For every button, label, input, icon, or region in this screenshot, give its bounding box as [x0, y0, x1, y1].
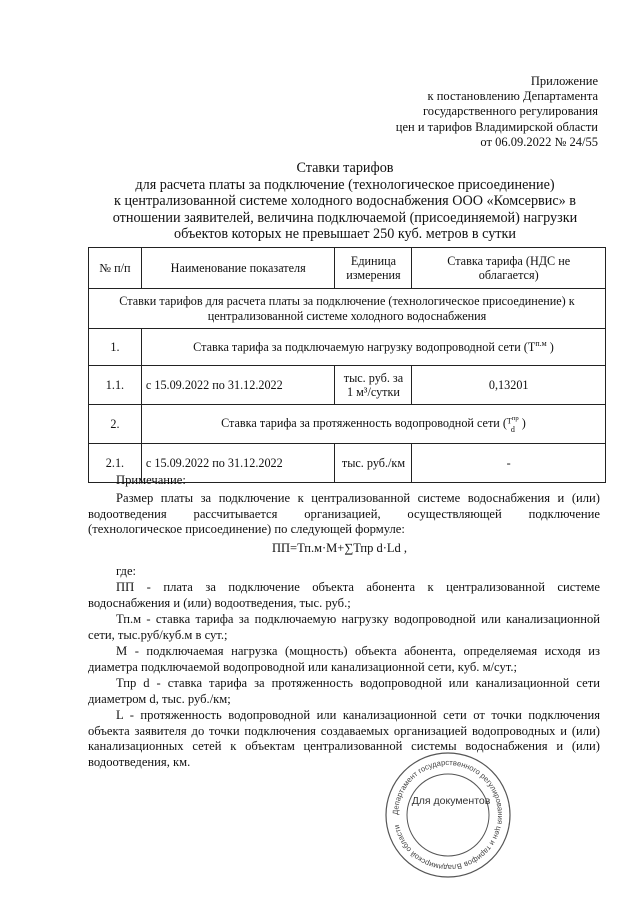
note-intro: Размер платы за подключение к централизованной системе водоснабжения и (или) водоотведения рассчитывается организацией, осуществляющей подключение (технологическое присоединение) по следующей формуле:: [88, 491, 600, 537]
title-line: отношении заявителей, величина подключаемой (присоединяемой) нагрузки: [112, 209, 578, 226]
header-cell-name: Наименование показателя: [141, 248, 335, 289]
header-cell-rate: Ставка тарифа (НДС не облагается): [412, 248, 606, 289]
header-cell-unit: Единица измерения: [335, 248, 412, 289]
definition-item: М - подключаемая нагрузка (мощность) объекта абонента, определяемая исходя из диаметра подключаемой водопроводной или канализационной сети, куб. м/сут.;: [88, 644, 600, 674]
appendix-line: цен и тарифов Владимирской области: [395, 119, 598, 134]
row-number: 2.: [89, 405, 142, 444]
title-line: объектов которых не превышает 250 куб. метров в сутки: [174, 226, 516, 242]
row-number: 2.1.: [89, 444, 142, 483]
definition-item: L - протяженность водопроводной или канализационной сети от точки подключения объекта заявителя до точки подключения создаваемых организацией водопроводных и (или) канализационных сетей к объектам централизованной системы водоснабжения и (или) водоотведения, км.: [88, 708, 600, 769]
row-number: 1.: [89, 329, 142, 366]
tariff-table: [88, 247, 606, 483]
header-cell-number: № п/п: [89, 248, 142, 289]
table-section-row: [89, 289, 606, 329]
table-row: [89, 405, 606, 444]
title-line: Ставки тарифов: [296, 160, 394, 176]
row-name: Ставка тарифа за подключаемую нагрузку водопроводной сети ($Т^{п.м}$ ): [141, 329, 605, 366]
appendix-header: [338, 74, 598, 150]
stamp-center-text: Для документов: [411, 795, 491, 807]
note-heading: Примечание:: [116, 473, 186, 487]
note-where: где:: [116, 564, 137, 578]
stamp-ring-text: Департамент государственного регулирования цен и тарифов Владимирской области: [390, 757, 506, 873]
row-value: -: [412, 444, 606, 483]
row-number: 1.1.: [89, 366, 142, 405]
appendix-line: от 06.09.2022 № 24/55: [480, 134, 598, 149]
row-name: Ставка тарифа за протяженность водопроводной сети ($Т^{пр}$ d ): [141, 405, 605, 444]
table-row: [89, 366, 606, 405]
section-title-cell: Ставки тарифов для расчета платы за подключение (технологическое присоединение) к централизованной системе холодного водоснабжения: [89, 289, 606, 329]
definition-item: Тпр d - ставка тарифа за протяженность водопроводной или канализационной сети диаметром d, тыс. руб./км;: [88, 676, 600, 706]
row-unit: тыс. руб./км: [335, 444, 412, 483]
definition-item: ПП - плата за подключение объекта абонента к централизованной системе водоснабжения и (или) водоотведения, тыс. руб.;: [88, 580, 600, 610]
stamp-seal: [383, 750, 513, 880]
document-title: [80, 160, 610, 243]
table-header-row: [89, 248, 606, 289]
appendix-line: государственного регулирования: [422, 104, 598, 119]
row-unit: тыс. руб. за 1 м³/сутки: [335, 366, 412, 405]
formula: ПП=Тп.м·М+∑Тпр d·Ld ,: [272, 541, 407, 555]
title-line: для расчета платы за подключение (технологическое присоединение): [135, 176, 555, 193]
appendix-line: Приложение: [530, 74, 598, 88]
row-value: 0,13201: [412, 366, 606, 405]
row-period: с 15.09.2022 по 31.12.2022: [141, 444, 335, 483]
table-row: [89, 329, 606, 366]
row-period: с 15.09.2022 по 31.12.2022: [141, 366, 335, 405]
appendix-line: к постановлению Департамента: [427, 89, 598, 104]
title-line: к централизованной системе холодного водоснабжения ООО «Комсервис» в: [114, 193, 576, 209]
definition-item: Тп.м - ставка тарифа за подключаемую нагрузку водопроводной или канализационной сети, тыс.руб/куб.м в сут.;: [88, 612, 600, 642]
